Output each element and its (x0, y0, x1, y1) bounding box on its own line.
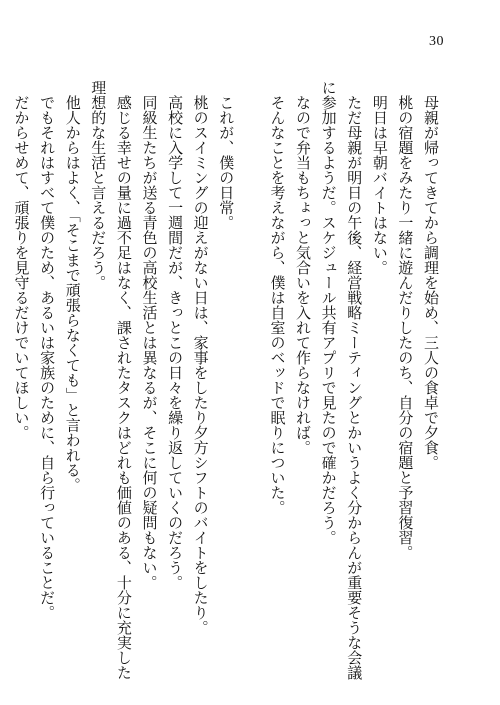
page-number: 30 (429, 34, 444, 49)
body-line: 母親が帰ってきてから調理を始め、三人の食卓で夕食。 (422, 95, 440, 470)
body-line: 同級生たちが送る青色の高校生活とは異なるが、そこに何の疑問もない。 (140, 95, 159, 590)
body-line: 明日は早朝バイトはない。 (370, 95, 389, 275)
body-line: 桃の宿題をみたり一緒に遊んだりしたのち、自分の宿題と予習復習。 (396, 95, 415, 560)
body-line: 他人からはよく、「そこまで頑張らなくても」と言われる。 (63, 95, 82, 493)
body-line: そんなことを考えながら、僕は自室のベッドで眠りについた。 (268, 95, 287, 515)
body-line: これが、僕の日常。 (217, 95, 236, 230)
body-line: 理想的な生活と言えるだろう。 (89, 80, 108, 290)
body-line: だからせめて、頑張りを見守るだけでいてほしい。 (12, 95, 31, 440)
body-line: ただ母親が明日の午後、経営戦略ミーティングとかいうよく分からんが重要そうな会議 (345, 95, 364, 680)
body-line: 高校に入学して一週間だが、きっとこの日々を繰り返していくのだろう。 (166, 95, 185, 590)
body-line: なので弁当もちょっと気合いを入れて作らなければ。 (294, 95, 313, 455)
body-line: 桃のスイミングの迎えがない日は、家事をしたり夕方シフトのバイトをしたり。 (191, 95, 210, 635)
body-line: でもそれはすべて僕のため、あるいは家族のために、自ら行っていることだ。 (38, 95, 57, 620)
body-text (8, 80, 443, 680)
body-line: に参加するようだ。スケジュール共有アプリで見たので確かだろう。 (319, 80, 338, 545)
body-line: 感じる幸せの量に過不足はなく、課されたタスクはどれも価値のある、十分に充実した (114, 95, 133, 680)
